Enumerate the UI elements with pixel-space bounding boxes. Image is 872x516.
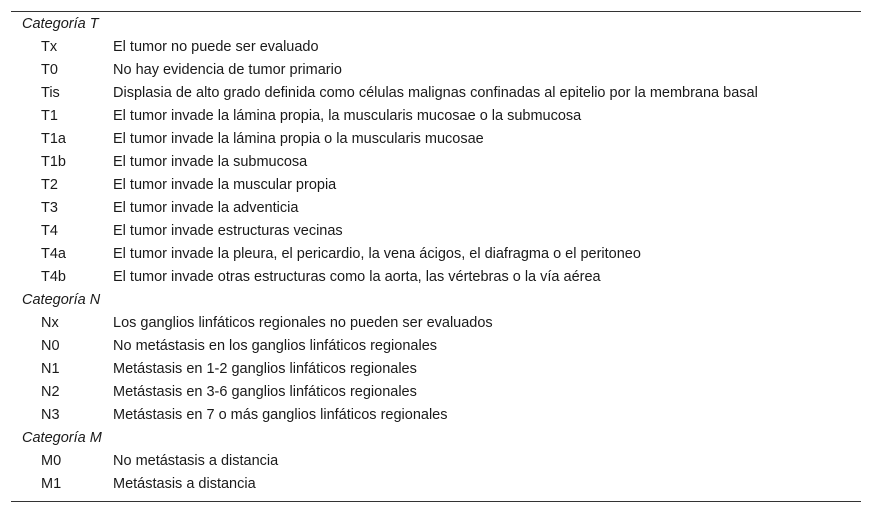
table-row: [11, 358, 861, 381]
category-description: El tumor invade la pleura, el pericardio, la vena ácigos, el diafragma o el peritoneo: [113, 246, 641, 262]
table-row: [11, 404, 861, 427]
section-title: Categoría N: [22, 292, 101, 308]
category-code: T4b: [41, 269, 66, 285]
table-row: [11, 105, 861, 128]
category-code: T4: [41, 223, 58, 239]
category-code: T1a: [41, 131, 66, 147]
table-row: [11, 151, 861, 174]
category-code: Tx: [41, 39, 58, 55]
category-description: El tumor no puede ser evaluado: [113, 39, 319, 55]
category-description: El tumor invade la submucosa: [113, 154, 308, 170]
table-row: [11, 220, 861, 243]
tnm-classification-table: [11, 13, 861, 496]
category-description: El tumor invade la adventicia: [113, 200, 299, 216]
table-row: [11, 36, 861, 59]
category-code: T0: [41, 62, 58, 78]
table-row: [11, 381, 861, 404]
category-description: El tumor invade la muscular propia: [113, 177, 337, 193]
category-description: No metástasis en los ganglios linfáticos regionales: [113, 338, 438, 354]
section-title: Categoría T: [22, 16, 99, 32]
category-description: Metástasis en 1-2 ganglios linfáticos regionales: [113, 361, 417, 377]
category-description: El tumor invade la lámina propia o la muscularis mucosae: [113, 131, 484, 147]
section-header-row: [11, 427, 861, 450]
category-description: Displasia de alto grado definida como células malignas confinadas al epitelio por la membrana basal: [113, 85, 758, 101]
table-row: [11, 450, 861, 473]
tnm-classification-table-container: [11, 11, 861, 502]
table-row: [11, 59, 861, 82]
category-description: Metástasis en 7 o más ganglios linfáticos regionales: [113, 407, 448, 423]
section-title: Categoría M: [22, 430, 102, 446]
category-code: T3: [41, 200, 58, 216]
category-code: T1: [41, 108, 58, 124]
category-code: Tis: [41, 85, 60, 101]
category-code: N2: [41, 384, 60, 400]
category-code: T4a: [41, 246, 66, 262]
table-body: [11, 13, 861, 496]
table-row: [11, 128, 861, 151]
table-row: [11, 174, 861, 197]
category-code: N1: [41, 361, 60, 377]
category-code: T1b: [41, 154, 66, 170]
category-description: No metástasis a distancia: [113, 453, 279, 469]
category-description: Metástasis a distancia: [113, 476, 256, 492]
category-code: M0: [41, 453, 62, 469]
category-description: Los ganglios linfáticos regionales no pueden ser evaluados: [113, 315, 493, 331]
table-row: [11, 243, 861, 266]
category-code: Nx: [41, 315, 59, 331]
category-description: El tumor invade otras estructuras como la aorta, las vértebras o la vía aérea: [113, 269, 601, 285]
category-description: El tumor invade la lámina propia, la muscularis mucosae o la submucosa: [113, 108, 582, 124]
category-code: T2: [41, 177, 58, 193]
table-row: [11, 197, 861, 220]
table-row: [11, 335, 861, 358]
table-row: [11, 266, 861, 289]
category-code: N0: [41, 338, 60, 354]
table-row: [11, 473, 861, 496]
table-row: [11, 312, 861, 335]
category-description: Metástasis en 3-6 ganglios linfáticos regionales: [113, 384, 417, 400]
category-code: N3: [41, 407, 60, 423]
table-row: [11, 82, 861, 105]
category-description: No hay evidencia de tumor primario: [113, 62, 342, 78]
category-code: M1: [41, 476, 62, 492]
section-header-row: [11, 13, 861, 36]
category-description: El tumor invade estructuras vecinas: [113, 223, 343, 239]
section-header-row: [11, 289, 861, 312]
